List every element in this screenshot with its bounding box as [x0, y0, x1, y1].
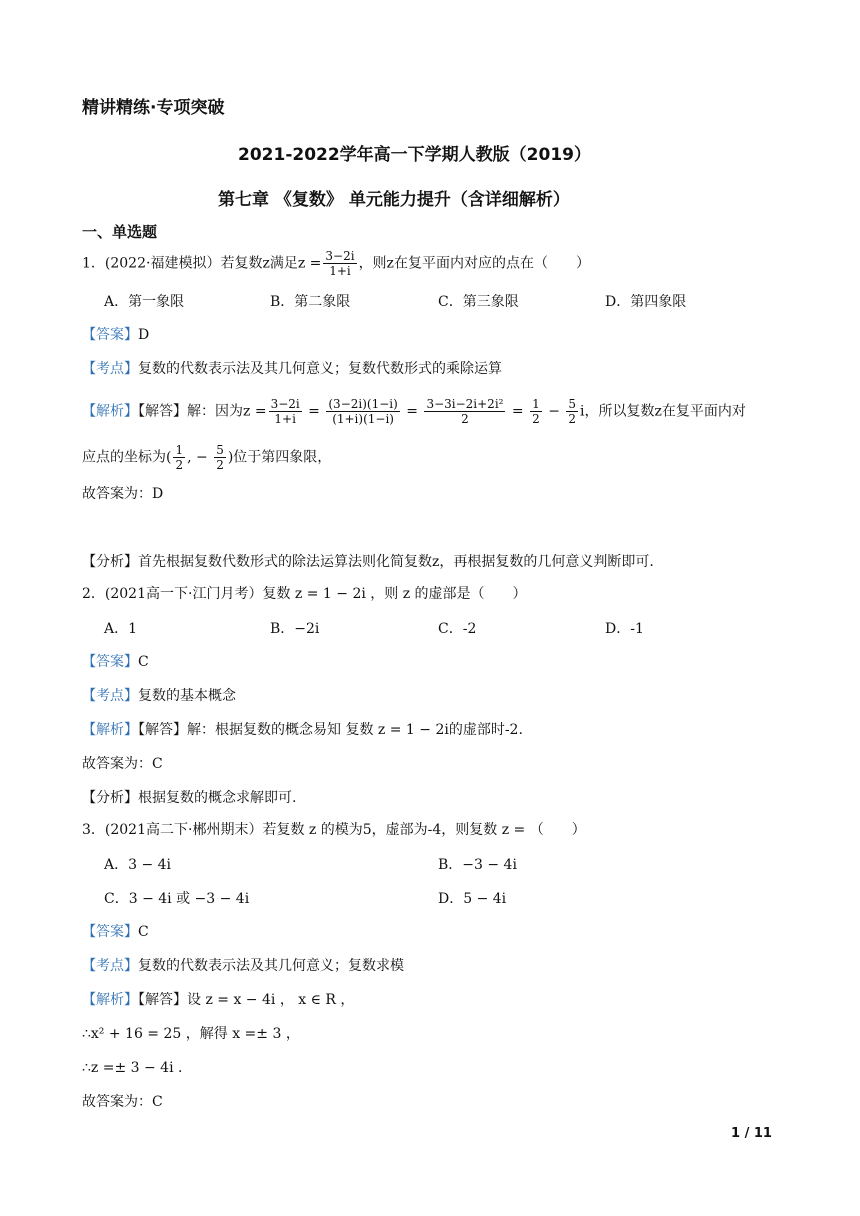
analysis-tag: 【解析】: [82, 722, 138, 738]
analysis-tag: 【解析】: [82, 403, 138, 420]
q1-f1-den: 1+i: [274, 412, 296, 426]
q1-f4-den: 2: [532, 412, 540, 426]
series-title: 精讲精练·专项突破: [82, 98, 225, 118]
page-number: 1 / 11: [731, 1126, 772, 1141]
q1-answer: [82, 325, 149, 345]
answer-tag: 【答案】: [82, 327, 138, 343]
section-heading: 一、单选题: [82, 223, 158, 241]
q2-option-b: B．−2i: [270, 621, 320, 637]
q1-f4-num: 1: [532, 397, 540, 411]
q1-stem-suffix: ，则z在复平面内对应的点在（ ）: [358, 255, 590, 272]
q1-solution-line1: 【解析】【解答】解：因为z = $\frac{3-2i}{1+i}$ = $\frac{(3-2i)(1-i)}{(1+i)(1-i)}$ = $\frac{\text{3−3i−2i+2i²}}{2}$ = $\frac{1}{2}$ − $\frac{5}{2}$ i，所以复数z在复平面内对: [82, 397, 746, 426]
q3-option-d: D．5 − 4i: [438, 891, 507, 907]
q3-answer-value: C: [138, 924, 149, 940]
q3-point-text: 复数的代数表示法及其几何意义；复数求模: [138, 958, 404, 974]
q2-solution: [82, 720, 523, 740]
q1-sol-start: 【解答】解：因为z =: [138, 403, 267, 420]
q2-stem: 2．(2021高一下·江门月考）复数 z = 1 − 2i ，则 z 的虚部是（ ）: [82, 586, 527, 602]
q1-f5-den: 2: [568, 412, 577, 426]
q1-option-c: C．第三象限: [438, 294, 519, 310]
q2-analysis: 【分析】根据复数的概念求解即可.: [82, 790, 297, 806]
q1-sol2-end: )位于第四象限，: [227, 449, 332, 466]
q1-f1-num: 3−2i: [270, 397, 300, 411]
q1-stem: [82, 249, 590, 278]
document-subtitle: 2021-2022学年高一下学期人教版（2019）: [238, 145, 591, 165]
q3-solution-text: 【解答】设 z = x − 4i ， x ∈ R ，: [138, 992, 355, 1008]
q1-coord-frac1: [173, 443, 185, 472]
q1-f2-den: (1+i)(1−i): [332, 412, 394, 426]
q3-conclusion: 故答案为：C: [82, 1094, 163, 1110]
q3-step2: ∴z =± 3 − 4i .: [82, 1060, 183, 1076]
q1-option-a: A．第一象限: [104, 294, 185, 310]
q1-point-text: 复数的代数表示法及其几何意义；复数代数形式的乘除运算: [138, 361, 502, 377]
q1-point: [82, 359, 502, 379]
q2-answer-value: C: [138, 654, 149, 670]
q1-f5-num: 5: [568, 397, 577, 411]
q2-point: [82, 686, 236, 706]
q1-f3-den: 2: [461, 412, 469, 426]
q1-sol-frac3: [424, 397, 505, 426]
q1-stem-fraction: [323, 249, 356, 278]
q1-conclusion: 故答案为：D: [82, 486, 164, 502]
q1-option-b: B．第二象限: [270, 294, 351, 310]
q1-c2-num: 5: [216, 443, 224, 457]
q1-sol2-start: 应点的坐标为(: [82, 449, 172, 466]
q1-answer-value: D: [138, 327, 150, 343]
q1-f2-num: (3−2i)(1−i): [328, 397, 398, 411]
q1-analysis: 【分析】首先根据复数代数形式的除法运算法则化简复数z，再根据复数的几何意义判断即可.: [82, 554, 654, 570]
answer-tag: 【答案】: [82, 924, 138, 940]
q3-option-b: B．−3 − 4i: [438, 857, 517, 873]
q2-solution-text: 【解答】解：根据复数的概念易知 复数 z = 1 − 2i的虚部时-2.: [138, 722, 523, 738]
document-title: 第七章 《复数》 单元能力提升（含详细解析）: [218, 190, 570, 210]
q2-option-a: A．1: [104, 621, 138, 637]
q2-option-d: D．-1: [605, 621, 644, 637]
q1-c1-num: 1: [175, 443, 184, 457]
q3-stem: 3．(2021高二下·郴州期末）若复数 z 的模为5，虚部为-4，则复数 z = （ ）: [82, 822, 586, 838]
answer-tag: 【答案】: [82, 654, 138, 670]
point-tag: 【考点】: [82, 361, 138, 377]
analysis-tag: 【解析】: [82, 992, 138, 1008]
q1-sol-frac2: [326, 397, 399, 426]
q1-f3-num: 3−3i−2i+2i²: [426, 397, 504, 411]
q2-option-c: C．-2: [438, 621, 477, 637]
q3-step1: ∴x² + 16 = 25 ，解得 x =± 3 ，: [82, 1026, 300, 1042]
point-tag: 【考点】: [82, 688, 138, 704]
q1-c2-den: 2: [216, 458, 224, 472]
q3-solution: [82, 990, 354, 1010]
q3-point: [82, 956, 404, 976]
q1-sol-end: i，所以复数z在复平面内对: [580, 403, 746, 420]
q2-conclusion: 故答案为：C: [82, 756, 163, 772]
q1-sol-frac5: [566, 397, 578, 426]
q1-solution-line2: 应点的坐标为( $\frac{1}{2}$ , − $\frac{5}{2}$ )位于第四象限，: [82, 443, 332, 472]
q3-option-c: C．3 − 4i 或 −3 − 4i: [104, 891, 250, 907]
q1-frac-num: 3−2i: [325, 249, 355, 263]
q3-option-a: A．3 − 4i: [104, 857, 172, 873]
q1-coord-frac2: [214, 443, 226, 472]
q1-sol-frac4: [530, 397, 542, 426]
q2-answer: [82, 652, 149, 672]
point-tag: 【考点】: [82, 958, 138, 974]
q3-answer: [82, 922, 149, 942]
q2-point-text: 复数的基本概念: [138, 688, 236, 704]
q1-sol-frac1: [269, 397, 302, 426]
q1-frac-den: 1+i: [329, 264, 351, 278]
q1-stem-prefix: 1．(2022·福建模拟）若复数z满足z =: [82, 255, 322, 272]
q1-c1-den: 2: [175, 458, 184, 472]
q1-option-d: D．第四象限: [605, 294, 687, 310]
